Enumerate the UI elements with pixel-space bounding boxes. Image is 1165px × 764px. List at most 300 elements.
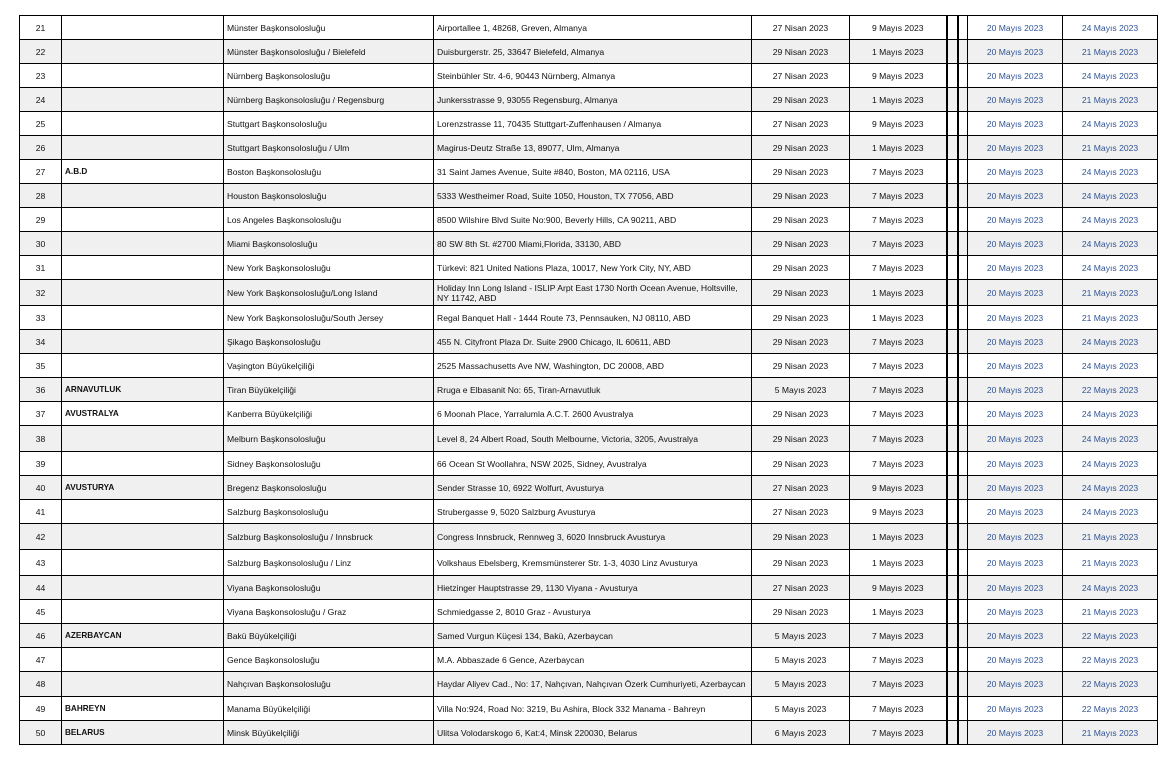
date-blue-2-cell: 24 Mayıs 2023 [1063,232,1158,256]
date-blue-1-cell: 20 Mayıs 2023 [968,624,1063,648]
date-blue-1-cell: 20 Mayıs 2023 [968,160,1063,184]
mission-name-cell: Stuttgart Başkonsolosluğu / Ulm [224,136,434,160]
address-cell: Magirus-Deutz Straße 13, 89077, Ulm, Almanya [434,136,752,160]
separator-cell [947,280,958,306]
date-end-cell: 1 Mayıs 2023 [850,136,947,160]
date-blue-1-cell: 20 Mayıs 2023 [968,256,1063,280]
separator-cell [947,88,958,112]
address-cell: Sender Strasse 10, 6922 Wolfurt, Avusturya [434,476,752,500]
table-row [20,16,1158,40]
separator-cell [958,232,968,256]
row-number: 27 [20,160,62,184]
address-cell: 2525 Massachusetts Ave NW, Washington, DC 20008, ABD [434,354,752,378]
separator-cell [947,721,958,745]
separator-cell [947,524,958,550]
date-blue-1-cell: 20 Mayıs 2023 [968,550,1063,576]
date-end-cell: 7 Mayıs 2023 [850,232,947,256]
date-blue-1-cell: 20 Mayıs 2023 [968,500,1063,524]
table-row [20,256,1158,280]
row-number: 47 [20,648,62,672]
row-number: 38 [20,426,62,452]
date-blue-2-cell: 24 Mayıs 2023 [1063,330,1158,354]
row-number: 39 [20,452,62,476]
separator-cell [958,354,968,378]
mission-name-cell: Salzburg Başkonsolosluğu / Linz [224,550,434,576]
address-cell: Junkersstrasse 9, 93055 Regensburg, Almanya [434,88,752,112]
address-cell: Steinbühler Str. 4-6, 90443 Nürnberg, Almanya [434,64,752,88]
country-cell [62,16,224,40]
row-number: 31 [20,256,62,280]
separator-cell [958,500,968,524]
date-blue-2-cell: 21 Mayıs 2023 [1063,280,1158,306]
date-blue-2-cell: 24 Mayıs 2023 [1063,160,1158,184]
date-start-cell: 27 Nisan 2023 [752,112,850,136]
separator-cell [947,256,958,280]
row-number: 22 [20,40,62,64]
table-row [20,40,1158,64]
date-blue-1-cell: 20 Mayıs 2023 [968,648,1063,672]
table-row [20,648,1158,672]
separator-cell [947,112,958,136]
date-end-cell: 1 Mayıs 2023 [850,550,947,576]
table-row [20,280,1158,306]
row-number: 29 [20,208,62,232]
date-start-cell: 29 Nisan 2023 [752,600,850,624]
mission-name-cell: New York Başkonsolosluğu/South Jersey [224,306,434,330]
date-start-cell: 27 Nisan 2023 [752,500,850,524]
separator-cell [958,88,968,112]
separator-cell [958,550,968,576]
date-start-cell: 5 Mayıs 2023 [752,378,850,402]
table-row [20,136,1158,160]
table-row [20,232,1158,256]
date-blue-1-cell: 20 Mayıs 2023 [968,330,1063,354]
row-number: 41 [20,500,62,524]
date-end-cell: 7 Mayıs 2023 [850,624,947,648]
table-row [20,184,1158,208]
table-row [20,500,1158,524]
row-number: 35 [20,354,62,378]
country-cell [62,88,224,112]
row-number: 43 [20,550,62,576]
country-cell [62,452,224,476]
date-blue-1-cell: 20 Mayıs 2023 [968,697,1063,721]
date-blue-1-cell: 20 Mayıs 2023 [968,524,1063,550]
mission-name-cell: Melburn Başkonsolosluğu [224,426,434,452]
separator-cell [958,402,968,426]
date-end-cell: 1 Mayıs 2023 [850,280,947,306]
address-cell: Duisburgerstr. 25, 33647 Bielefeld, Almanya [434,40,752,64]
mission-name-cell: Nürnberg Başkonsolosluğu / Regensburg [224,88,434,112]
date-start-cell: 29 Nisan 2023 [752,550,850,576]
separator-cell [947,697,958,721]
row-number: 49 [20,697,62,721]
address-cell: Regal Banquet Hall - 1444 Route 73, Pennsauken, NJ 08110, ABD [434,306,752,330]
date-end-cell: 7 Mayıs 2023 [850,330,947,354]
mission-name-cell: Manama Büyükelçiliği [224,697,434,721]
mission-name-cell: Bregenz Başkonsolosluğu [224,476,434,500]
separator-cell [958,648,968,672]
separator-cell [958,697,968,721]
date-blue-1-cell: 20 Mayıs 2023 [968,112,1063,136]
date-start-cell: 29 Nisan 2023 [752,184,850,208]
separator-cell [958,476,968,500]
table-row [20,378,1158,402]
row-number: 34 [20,330,62,354]
mission-name-cell: Salzburg Başkonsolosluğu / Innsbruck [224,524,434,550]
row-number: 42 [20,524,62,550]
date-blue-2-cell: 24 Mayıs 2023 [1063,354,1158,378]
date-start-cell: 29 Nisan 2023 [752,40,850,64]
country-cell: AZERBAYCAN [62,624,224,648]
mission-name-cell: Viyana Başkonsolosluğu / Graz [224,600,434,624]
table-row [20,112,1158,136]
date-start-cell: 27 Nisan 2023 [752,64,850,88]
separator-cell [947,16,958,40]
date-start-cell: 29 Nisan 2023 [752,208,850,232]
date-start-cell: 29 Nisan 2023 [752,330,850,354]
mission-name-cell: Tiran Büyükelçiliği [224,378,434,402]
date-end-cell: 7 Mayıs 2023 [850,672,947,697]
address-cell: Strubergasse 9, 5020 Salzburg Avusturya [434,500,752,524]
date-blue-1-cell: 20 Mayıs 2023 [968,306,1063,330]
row-number: 44 [20,576,62,600]
date-blue-2-cell: 24 Mayıs 2023 [1063,184,1158,208]
address-cell: 8500 Wilshire Blvd Suite No:900, Beverly Hills, CA 90211, ABD [434,208,752,232]
separator-cell [958,160,968,184]
row-number: 28 [20,184,62,208]
address-cell: 5333 Westheimer Road, Suite 1050, Houston, TX 77056, ABD [434,184,752,208]
date-blue-1-cell: 20 Mayıs 2023 [968,40,1063,64]
row-number: 46 [20,624,62,648]
mission-name-cell: Boston Başkonsolosluğu [224,160,434,184]
date-start-cell: 27 Nisan 2023 [752,16,850,40]
mission-name-cell: New York Başkonsolosluğu [224,256,434,280]
country-cell [62,550,224,576]
table-row [20,721,1158,745]
date-end-cell: 9 Mayıs 2023 [850,16,947,40]
date-blue-2-cell: 21 Mayıs 2023 [1063,88,1158,112]
date-blue-2-cell: 22 Mayıs 2023 [1063,648,1158,672]
date-end-cell: 9 Mayıs 2023 [850,112,947,136]
mission-name-cell: Kanberra Büyükelçiliği [224,402,434,426]
separator-cell [958,426,968,452]
row-number: 32 [20,280,62,306]
date-blue-2-cell: 24 Mayıs 2023 [1063,576,1158,600]
date-blue-2-cell: 22 Mayıs 2023 [1063,624,1158,648]
address-cell: Hietzinger Hauptstrasse 29, 1130 Viyana - Avusturya [434,576,752,600]
date-blue-1-cell: 20 Mayıs 2023 [968,354,1063,378]
date-blue-1-cell: 20 Mayıs 2023 [968,16,1063,40]
separator-cell [958,624,968,648]
date-end-cell: 9 Mayıs 2023 [850,476,947,500]
date-end-cell: 7 Mayıs 2023 [850,378,947,402]
separator-cell [958,721,968,745]
date-blue-1-cell: 20 Mayıs 2023 [968,576,1063,600]
date-end-cell: 7 Mayıs 2023 [850,648,947,672]
date-blue-2-cell: 21 Mayıs 2023 [1063,306,1158,330]
missions-table [19,15,1158,745]
table-row [20,88,1158,112]
date-blue-2-cell: 24 Mayıs 2023 [1063,256,1158,280]
separator-cell [947,600,958,624]
address-cell: Holiday Inn Long Island - ISLIP Arpt East 1730 North Ocean Avenue, Holtsville, NY 11742, ABD [434,280,752,306]
separator-cell [947,576,958,600]
date-blue-2-cell: 24 Mayıs 2023 [1063,426,1158,452]
mission-name-cell: Nahçıvan Başkonsolosluğu [224,672,434,697]
table-row [20,306,1158,330]
table-body [20,16,1158,745]
address-cell: 80 SW 8th St. #2700 Miami,Florida, 33130, ABD [434,232,752,256]
country-cell [62,232,224,256]
table-row [20,524,1158,550]
separator-cell [947,184,958,208]
mission-name-cell: Viyana Başkonsolosluğu [224,576,434,600]
date-start-cell: 5 Mayıs 2023 [752,624,850,648]
separator-cell [947,672,958,697]
separator-cell [958,524,968,550]
row-number: 23 [20,64,62,88]
date-end-cell: 7 Mayıs 2023 [850,426,947,452]
country-cell: ARNAVUTLUK [62,378,224,402]
date-blue-2-cell: 22 Mayıs 2023 [1063,378,1158,402]
table-row [20,672,1158,697]
mission-name-cell: Sidney Başkonsolosluğu [224,452,434,476]
mission-name-cell: Los Angeles Başkonsolosluğu [224,208,434,232]
date-end-cell: 9 Mayıs 2023 [850,576,947,600]
date-start-cell: 29 Nisan 2023 [752,136,850,160]
separator-cell [947,354,958,378]
address-cell: Schmiedgasse 2, 8010 Graz - Avusturya [434,600,752,624]
date-start-cell: 29 Nisan 2023 [752,452,850,476]
country-cell [62,330,224,354]
address-cell: Samed Vurgun Küçesi 134, Bakü, Azerbaycan [434,624,752,648]
country-cell [62,40,224,64]
separator-cell [947,452,958,476]
separator-cell [947,378,958,402]
mission-name-cell: Stuttgart Başkonsolosluğu [224,112,434,136]
address-cell: Congress Innsbruck, Rennweg 3, 6020 Innsbruck Avusturya [434,524,752,550]
table-row [20,64,1158,88]
row-number: 26 [20,136,62,160]
country-cell [62,280,224,306]
table-row [20,208,1158,232]
country-cell [62,600,224,624]
separator-cell [947,330,958,354]
separator-cell [958,112,968,136]
separator-cell [947,402,958,426]
date-blue-1-cell: 20 Mayıs 2023 [968,476,1063,500]
address-cell: 6 Moonah Place, Yarralumla A.C.T. 2600 Avustralya [434,402,752,426]
address-cell: 455 N. Cityfront Plaza Dr. Suite 2900 Chicago, IL 60611, ABD [434,330,752,354]
separator-cell [958,306,968,330]
date-end-cell: 1 Mayıs 2023 [850,40,947,64]
date-blue-1-cell: 20 Mayıs 2023 [968,402,1063,426]
table-row [20,624,1158,648]
date-blue-2-cell: 21 Mayıs 2023 [1063,40,1158,64]
separator-cell [958,576,968,600]
address-cell: Airportallee 1, 48268, Greven, Almanya [434,16,752,40]
country-cell: AVUSTURYA [62,476,224,500]
address-cell: Haydar Aliyev Cad., No: 17, Nahçıvan, Nahçıvan Özerk Cumhuriyeti, Azerbaycan [434,672,752,697]
mission-name-cell: Bakü Büyükelçiliği [224,624,434,648]
address-cell: M.A. Abbaszade 6 Gence, Azerbaycan [434,648,752,672]
date-blue-1-cell: 20 Mayıs 2023 [968,88,1063,112]
separator-cell [947,500,958,524]
date-start-cell: 29 Nisan 2023 [752,426,850,452]
country-cell [62,256,224,280]
table-row [20,697,1158,721]
date-start-cell: 29 Nisan 2023 [752,306,850,330]
date-end-cell: 1 Mayıs 2023 [850,524,947,550]
separator-cell [958,672,968,697]
mission-name-cell: Münster Başkonsolosluğu [224,16,434,40]
separator-cell [947,136,958,160]
date-start-cell: 29 Nisan 2023 [752,256,850,280]
separator-cell [947,160,958,184]
date-blue-2-cell: 21 Mayıs 2023 [1063,136,1158,160]
country-cell: A.B.D [62,160,224,184]
row-number: 30 [20,232,62,256]
country-cell [62,184,224,208]
date-end-cell: 9 Mayıs 2023 [850,64,947,88]
date-blue-2-cell: 24 Mayıs 2023 [1063,500,1158,524]
date-blue-1-cell: 20 Mayıs 2023 [968,184,1063,208]
address-cell: Lorenzstrasse 11, 70435 Stuttgart-Zuffenhausen / Almanya [434,112,752,136]
country-cell [62,648,224,672]
date-blue-2-cell: 22 Mayıs 2023 [1063,672,1158,697]
date-start-cell: 5 Mayıs 2023 [752,648,850,672]
date-start-cell: 6 Mayıs 2023 [752,721,850,745]
table-row [20,354,1158,378]
address-cell: 31 Saint James Avenue, Suite #840, Boston, MA 02116, USA [434,160,752,184]
date-blue-2-cell: 24 Mayıs 2023 [1063,16,1158,40]
country-cell [62,576,224,600]
separator-cell [958,600,968,624]
date-start-cell: 29 Nisan 2023 [752,232,850,256]
date-blue-1-cell: 20 Mayıs 2023 [968,600,1063,624]
row-number: 50 [20,721,62,745]
date-end-cell: 7 Mayıs 2023 [850,402,947,426]
table-row [20,550,1158,576]
date-end-cell: 7 Mayıs 2023 [850,208,947,232]
date-blue-1-cell: 20 Mayıs 2023 [968,452,1063,476]
separator-cell [947,648,958,672]
country-cell [62,64,224,88]
date-end-cell: 9 Mayıs 2023 [850,500,947,524]
table-row [20,452,1158,476]
table-row [20,576,1158,600]
date-start-cell: 29 Nisan 2023 [752,160,850,184]
table-row [20,600,1158,624]
separator-cell [958,208,968,232]
address-cell: Türkevi: 821 United Nations Plaza, 10017, New York City, NY, ABD [434,256,752,280]
date-blue-1-cell: 20 Mayıs 2023 [968,426,1063,452]
row-number: 48 [20,672,62,697]
country-cell: AVUSTRALYA [62,402,224,426]
country-cell [62,524,224,550]
date-start-cell: 29 Nisan 2023 [752,524,850,550]
date-blue-2-cell: 21 Mayıs 2023 [1063,550,1158,576]
country-cell [62,500,224,524]
date-blue-2-cell: 24 Mayıs 2023 [1063,476,1158,500]
date-end-cell: 1 Mayıs 2023 [850,600,947,624]
row-number: 33 [20,306,62,330]
separator-cell [958,184,968,208]
date-end-cell: 1 Mayıs 2023 [850,306,947,330]
date-start-cell: 29 Nisan 2023 [752,280,850,306]
date-blue-1-cell: 20 Mayıs 2023 [968,136,1063,160]
separator-cell [947,550,958,576]
date-blue-1-cell: 20 Mayıs 2023 [968,280,1063,306]
date-end-cell: 7 Mayıs 2023 [850,452,947,476]
mission-name-cell: Salzburg Başkonsolosluğu [224,500,434,524]
date-blue-2-cell: 24 Mayıs 2023 [1063,452,1158,476]
table-row [20,330,1158,354]
date-start-cell: 27 Nisan 2023 [752,576,850,600]
address-cell: Volkshaus Ebelsberg, Kremsmünsterer Str. 1-3, 4030 Linz Avusturya [434,550,752,576]
date-blue-1-cell: 20 Mayıs 2023 [968,378,1063,402]
separator-cell [958,280,968,306]
date-blue-2-cell: 24 Mayıs 2023 [1063,64,1158,88]
table-row [20,402,1158,426]
date-blue-1-cell: 20 Mayıs 2023 [968,232,1063,256]
date-end-cell: 7 Mayıs 2023 [850,721,947,745]
row-number: 36 [20,378,62,402]
date-blue-2-cell: 24 Mayıs 2023 [1063,112,1158,136]
row-number: 25 [20,112,62,136]
separator-cell [947,476,958,500]
date-end-cell: 7 Mayıs 2023 [850,160,947,184]
address-cell: Rruga e Elbasanit No: 65, Tiran-Arnavutluk [434,378,752,402]
separator-cell [958,40,968,64]
date-blue-1-cell: 20 Mayıs 2023 [968,721,1063,745]
table-row [20,426,1158,452]
row-number: 24 [20,88,62,112]
date-blue-1-cell: 20 Mayıs 2023 [968,208,1063,232]
date-blue-2-cell: 21 Mayıs 2023 [1063,721,1158,745]
mission-name-cell: Nürnberg Başkonsolosluğu [224,64,434,88]
date-end-cell: 7 Mayıs 2023 [850,184,947,208]
country-cell [62,112,224,136]
mission-name-cell: New York Başkonsolosluğu/Long Island [224,280,434,306]
row-number: 45 [20,600,62,624]
mission-name-cell: Vaşington Büyükelçiliği [224,354,434,378]
row-number: 40 [20,476,62,500]
address-cell: Villa No:924, Road No: 3219, Bu Ashira, Block 332 Manama - Bahreyn [434,697,752,721]
separator-cell [947,624,958,648]
date-start-cell: 29 Nisan 2023 [752,88,850,112]
separator-cell [958,64,968,88]
date-end-cell: 1 Mayıs 2023 [850,88,947,112]
date-blue-2-cell: 21 Mayıs 2023 [1063,600,1158,624]
date-start-cell: 5 Mayıs 2023 [752,672,850,697]
election-schedule-sheet [19,15,1158,745]
date-start-cell: 27 Nisan 2023 [752,476,850,500]
country-cell [62,354,224,378]
mission-name-cell: Minsk Büyükelçiliği [224,721,434,745]
mission-name-cell: Miami Başkonsolosluğu [224,232,434,256]
separator-cell [947,40,958,64]
separator-cell [947,306,958,330]
country-cell [62,426,224,452]
mission-name-cell: Münster Başkonsolosluğu / Bielefeld [224,40,434,64]
separator-cell [947,64,958,88]
row-number: 37 [20,402,62,426]
address-cell: Level 8, 24 Albert Road, South Melbourne, Victoria, 3205, Avustralya [434,426,752,452]
country-cell [62,672,224,697]
date-blue-2-cell: 24 Mayıs 2023 [1063,402,1158,426]
